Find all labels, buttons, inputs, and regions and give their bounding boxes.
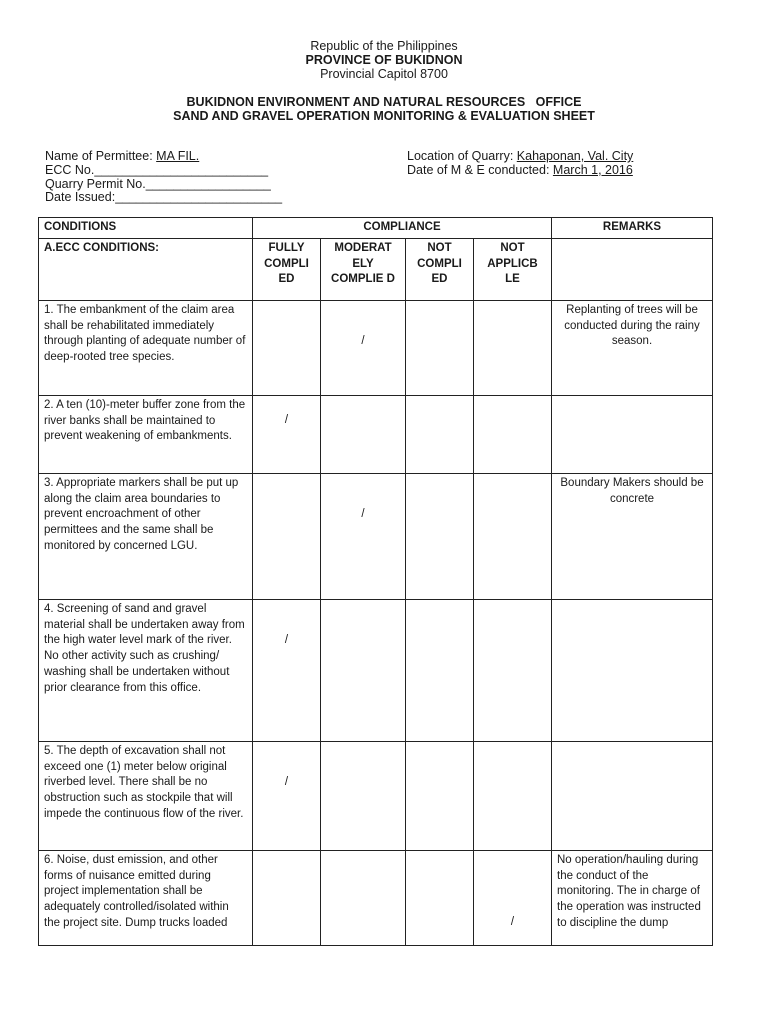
not-complied-mark xyxy=(406,395,474,473)
condition-text: 5. The depth of excavation shall not exceed one (1) meter below original riverbed level. There shall be no obstruction such as stockpile that will impede the continuous flow of the river. xyxy=(39,741,253,850)
permittee-value: MA FIL. xyxy=(156,149,200,163)
not-applicable-mark xyxy=(474,599,552,741)
table-row xyxy=(39,599,713,741)
remarks-subheader xyxy=(552,238,713,300)
conditions-header: CONDITIONS xyxy=(39,218,253,239)
date-issued-blank: ________________________ xyxy=(115,190,283,204)
office-title: BUKIDNON ENVIRONMENT AND NATURAL RESOURCES OFFICE xyxy=(186,95,582,109)
sheet-title: SAND AND GRAVEL OPERATION MONITORING & EVALUATION SHEET xyxy=(173,109,595,123)
fully-mark: / xyxy=(253,741,321,850)
moderately-mark xyxy=(321,599,406,741)
condition-text: 4. Screening of sand and gravel material shall be undertaken away from the high water level mark of the river. No other activity such as crushing/ washing shall be undertaken without prior clearance from this office. xyxy=(39,599,253,741)
fully-complied-header: FULLY COMPLI ED xyxy=(253,238,321,300)
permit-blank: __________________ xyxy=(145,177,271,191)
ecc-blank: _________________________ xyxy=(94,163,269,177)
table-row xyxy=(39,850,713,945)
condition-text: 1. The embankment of the claim area shall be rehabilitated immediately through planting of adequate number of deep-rooted tree species. xyxy=(39,300,253,395)
section-label: A.ECC CONDITIONS: xyxy=(39,238,253,300)
not-applicable-header: NOT APPLICB LE xyxy=(474,238,552,300)
fully-mark xyxy=(253,850,321,945)
me-date-field xyxy=(407,163,633,177)
not-complied-mark xyxy=(406,850,474,945)
capitol-line: Provincial Capitol 8700 xyxy=(320,67,448,81)
date-issued-label: Date Issued: xyxy=(45,190,116,204)
not-complied-mark xyxy=(406,599,474,741)
table-row xyxy=(39,741,713,850)
table-row xyxy=(39,300,713,395)
not-complied-mark xyxy=(406,473,474,599)
moderately-complied-header: MODERAT ELY COMPLIE D xyxy=(321,238,406,300)
table-row xyxy=(39,395,713,473)
location-field xyxy=(407,149,633,163)
header-row xyxy=(39,218,713,239)
location-value: Kahaponan, Val. City xyxy=(516,149,634,163)
permittee-label: Name of Permittee: xyxy=(45,149,157,163)
republic-line: Republic of the Philippines xyxy=(310,39,458,53)
fully-mark xyxy=(253,473,321,599)
me-date-label: Date of M & E conducted: xyxy=(407,163,553,177)
not-complied-header: NOT COMPLI ED xyxy=(406,238,474,300)
province-line: PROVINCE OF BUKIDNON xyxy=(305,53,463,67)
table-row xyxy=(39,473,713,599)
compliance-header: COMPLIANCE xyxy=(253,218,552,239)
permittee-field xyxy=(45,149,199,163)
not-applicable-mark xyxy=(474,300,552,395)
remarks-cell: No operation/hauling during the conduct of the monitoring. The in charge of the operation was instructed to discipline the dump xyxy=(552,850,713,945)
not-applicable-mark xyxy=(474,473,552,599)
remarks-cell: Boundary Makers should be concrete xyxy=(552,473,713,599)
remarks-cell: Replanting of trees will be conducted during the rainy season. xyxy=(552,300,713,395)
remarks-cell xyxy=(552,599,713,741)
remarks-cell xyxy=(552,395,713,473)
me-date-value: March 1, 2016 xyxy=(552,163,633,177)
remarks-header: REMARKS xyxy=(552,218,713,239)
date-issued-field xyxy=(45,190,282,204)
permit-field xyxy=(45,177,271,191)
conditions-table xyxy=(38,217,713,946)
condition-text: 6. Noise, dust emission, and other forms of nuisance emitted during project implementation shall be adequately controlled/isolated within the project site. Dump trucks loaded xyxy=(39,850,253,945)
moderately-mark: / xyxy=(321,473,406,599)
moderately-mark xyxy=(321,741,406,850)
fully-mark: / xyxy=(253,395,321,473)
ecc-label: ECC No. xyxy=(45,163,95,177)
remarks-cell xyxy=(552,741,713,850)
condition-text: 3. Appropriate markers shall be put up along the claim area boundaries to prevent encroachment of other permittees and the same shall be monitored by concerned LGU. xyxy=(39,473,253,599)
moderately-mark xyxy=(321,850,406,945)
not-applicable-mark xyxy=(474,741,552,850)
subheader-row xyxy=(39,238,713,300)
not-complied-mark xyxy=(406,300,474,395)
not-applicable-mark xyxy=(474,395,552,473)
not-complied-mark xyxy=(406,741,474,850)
moderately-mark xyxy=(321,395,406,473)
moderately-mark: / xyxy=(321,300,406,395)
not-applicable-mark: / xyxy=(474,850,552,945)
location-label: Location of Quarry: xyxy=(407,149,517,163)
fully-mark xyxy=(253,300,321,395)
condition-text: 2. A ten (10)-meter buffer zone from the river banks shall be maintained to prevent weakening of embankments. xyxy=(39,395,253,473)
fully-mark: / xyxy=(253,599,321,741)
permit-label: Quarry Permit No. xyxy=(45,177,146,191)
ecc-field xyxy=(45,163,268,177)
